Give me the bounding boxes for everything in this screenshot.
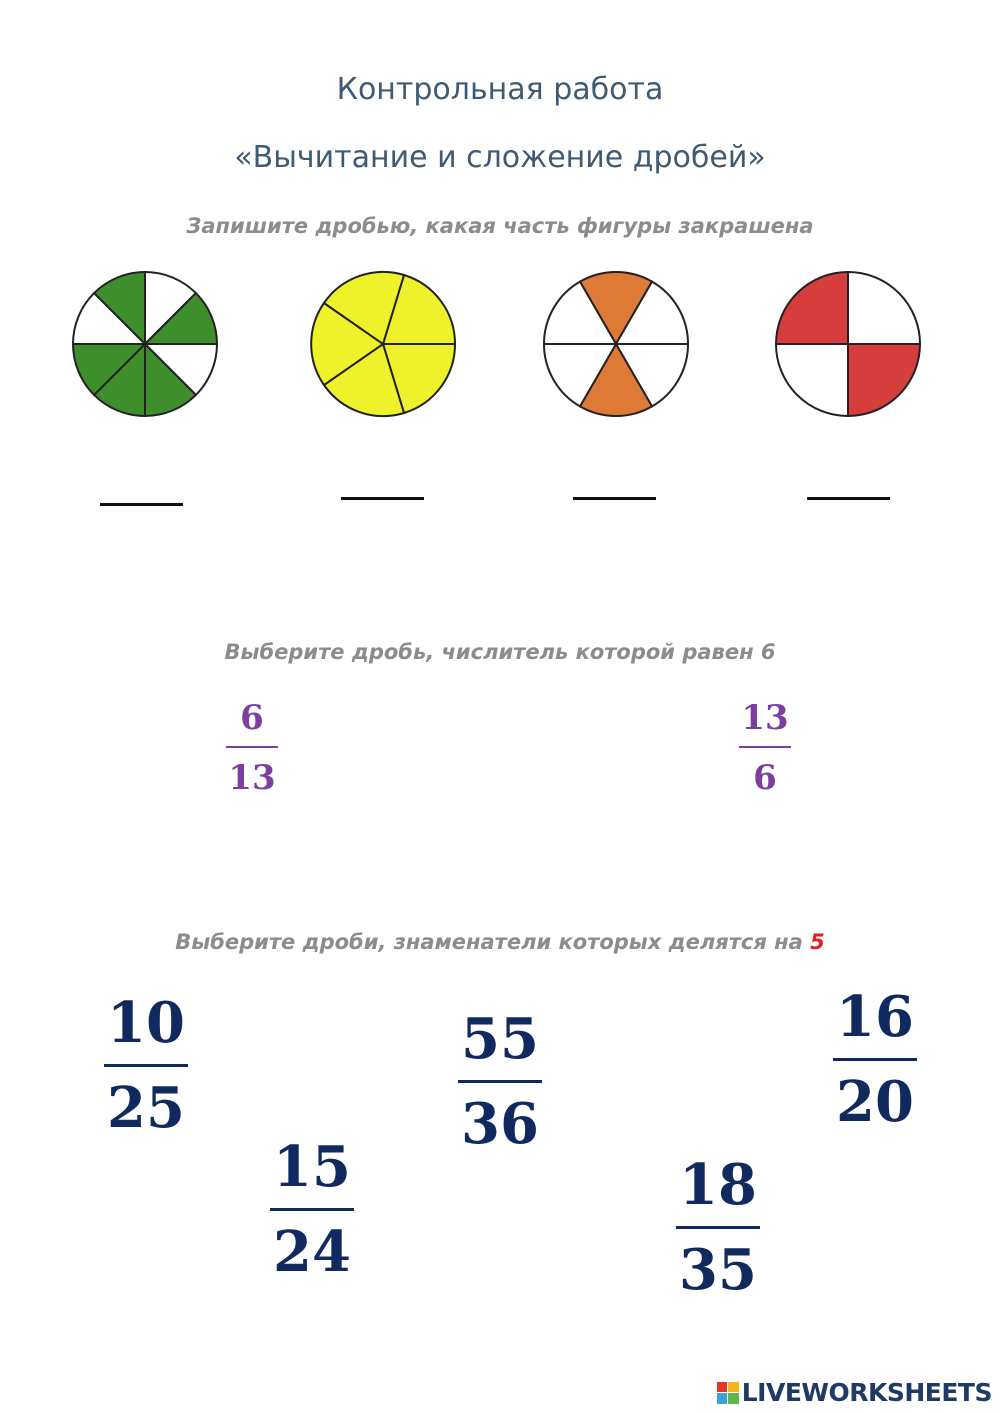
fraction-bar	[104, 1064, 188, 1067]
answer-blank-1[interactable]	[100, 503, 183, 506]
fraction-option-18-35[interactable]	[676, 1154, 760, 1301]
liveworksheets-logo	[717, 1378, 992, 1407]
title-line-1: Контрольная работа	[336, 72, 664, 107]
answer-blank-2[interactable]	[341, 497, 424, 500]
denominator: 36	[461, 1091, 539, 1157]
fraction-option-55-36[interactable]	[458, 1008, 542, 1155]
green-circle	[73, 272, 217, 416]
task2-instruction: Выберите дробь, числитель которой равен 6	[224, 640, 776, 664]
fraction-bar	[739, 746, 791, 748]
orange-circle	[544, 272, 688, 416]
task1-instruction: Запишите дробью, какая часть фигуры закрашена	[186, 214, 814, 238]
logo-text: LIVEWORKSHEETS	[741, 1378, 992, 1407]
logo-mark-icon	[717, 1382, 739, 1404]
denominator: 6	[753, 758, 777, 798]
task3-instruction-text: Выберите дроби, знаменатели которых делятся на	[175, 930, 811, 954]
numerator: 18	[679, 1152, 757, 1218]
fraction-option-10-25[interactable]	[104, 992, 188, 1139]
task3-instruction	[0, 930, 1000, 954]
circle-figures	[60, 262, 940, 427]
answer-blank-4[interactable]	[807, 497, 890, 500]
numerator: 6	[240, 698, 264, 738]
numerator: 10	[107, 990, 185, 1056]
divisor-highlight: 5	[810, 930, 825, 954]
yellow-circle	[311, 272, 455, 416]
fraction-option-6-13[interactable]	[226, 698, 278, 798]
numerator: 13	[741, 698, 789, 738]
denominator: 25	[107, 1075, 185, 1141]
fraction-option-13-6[interactable]	[739, 698, 791, 798]
fraction-option-16-20[interactable]	[833, 986, 917, 1133]
denominator: 13	[228, 758, 276, 798]
fraction-bar	[676, 1226, 760, 1229]
fraction-bar	[226, 746, 278, 748]
numerator: 15	[273, 1134, 351, 1200]
denominator: 20	[836, 1069, 914, 1135]
fraction-bar	[270, 1208, 354, 1211]
denominator: 35	[679, 1237, 757, 1303]
numerator: 16	[836, 984, 914, 1050]
numerator: 55	[461, 1006, 539, 1072]
title-line-2: «Вычитание и сложение дробей»	[234, 140, 766, 175]
fraction-option-15-24[interactable]	[270, 1136, 354, 1283]
fraction-bar	[458, 1080, 542, 1083]
answer-blank-3[interactable]	[573, 497, 656, 500]
denominator: 24	[273, 1219, 351, 1285]
fraction-bar	[833, 1058, 917, 1061]
red-circle	[776, 272, 920, 416]
